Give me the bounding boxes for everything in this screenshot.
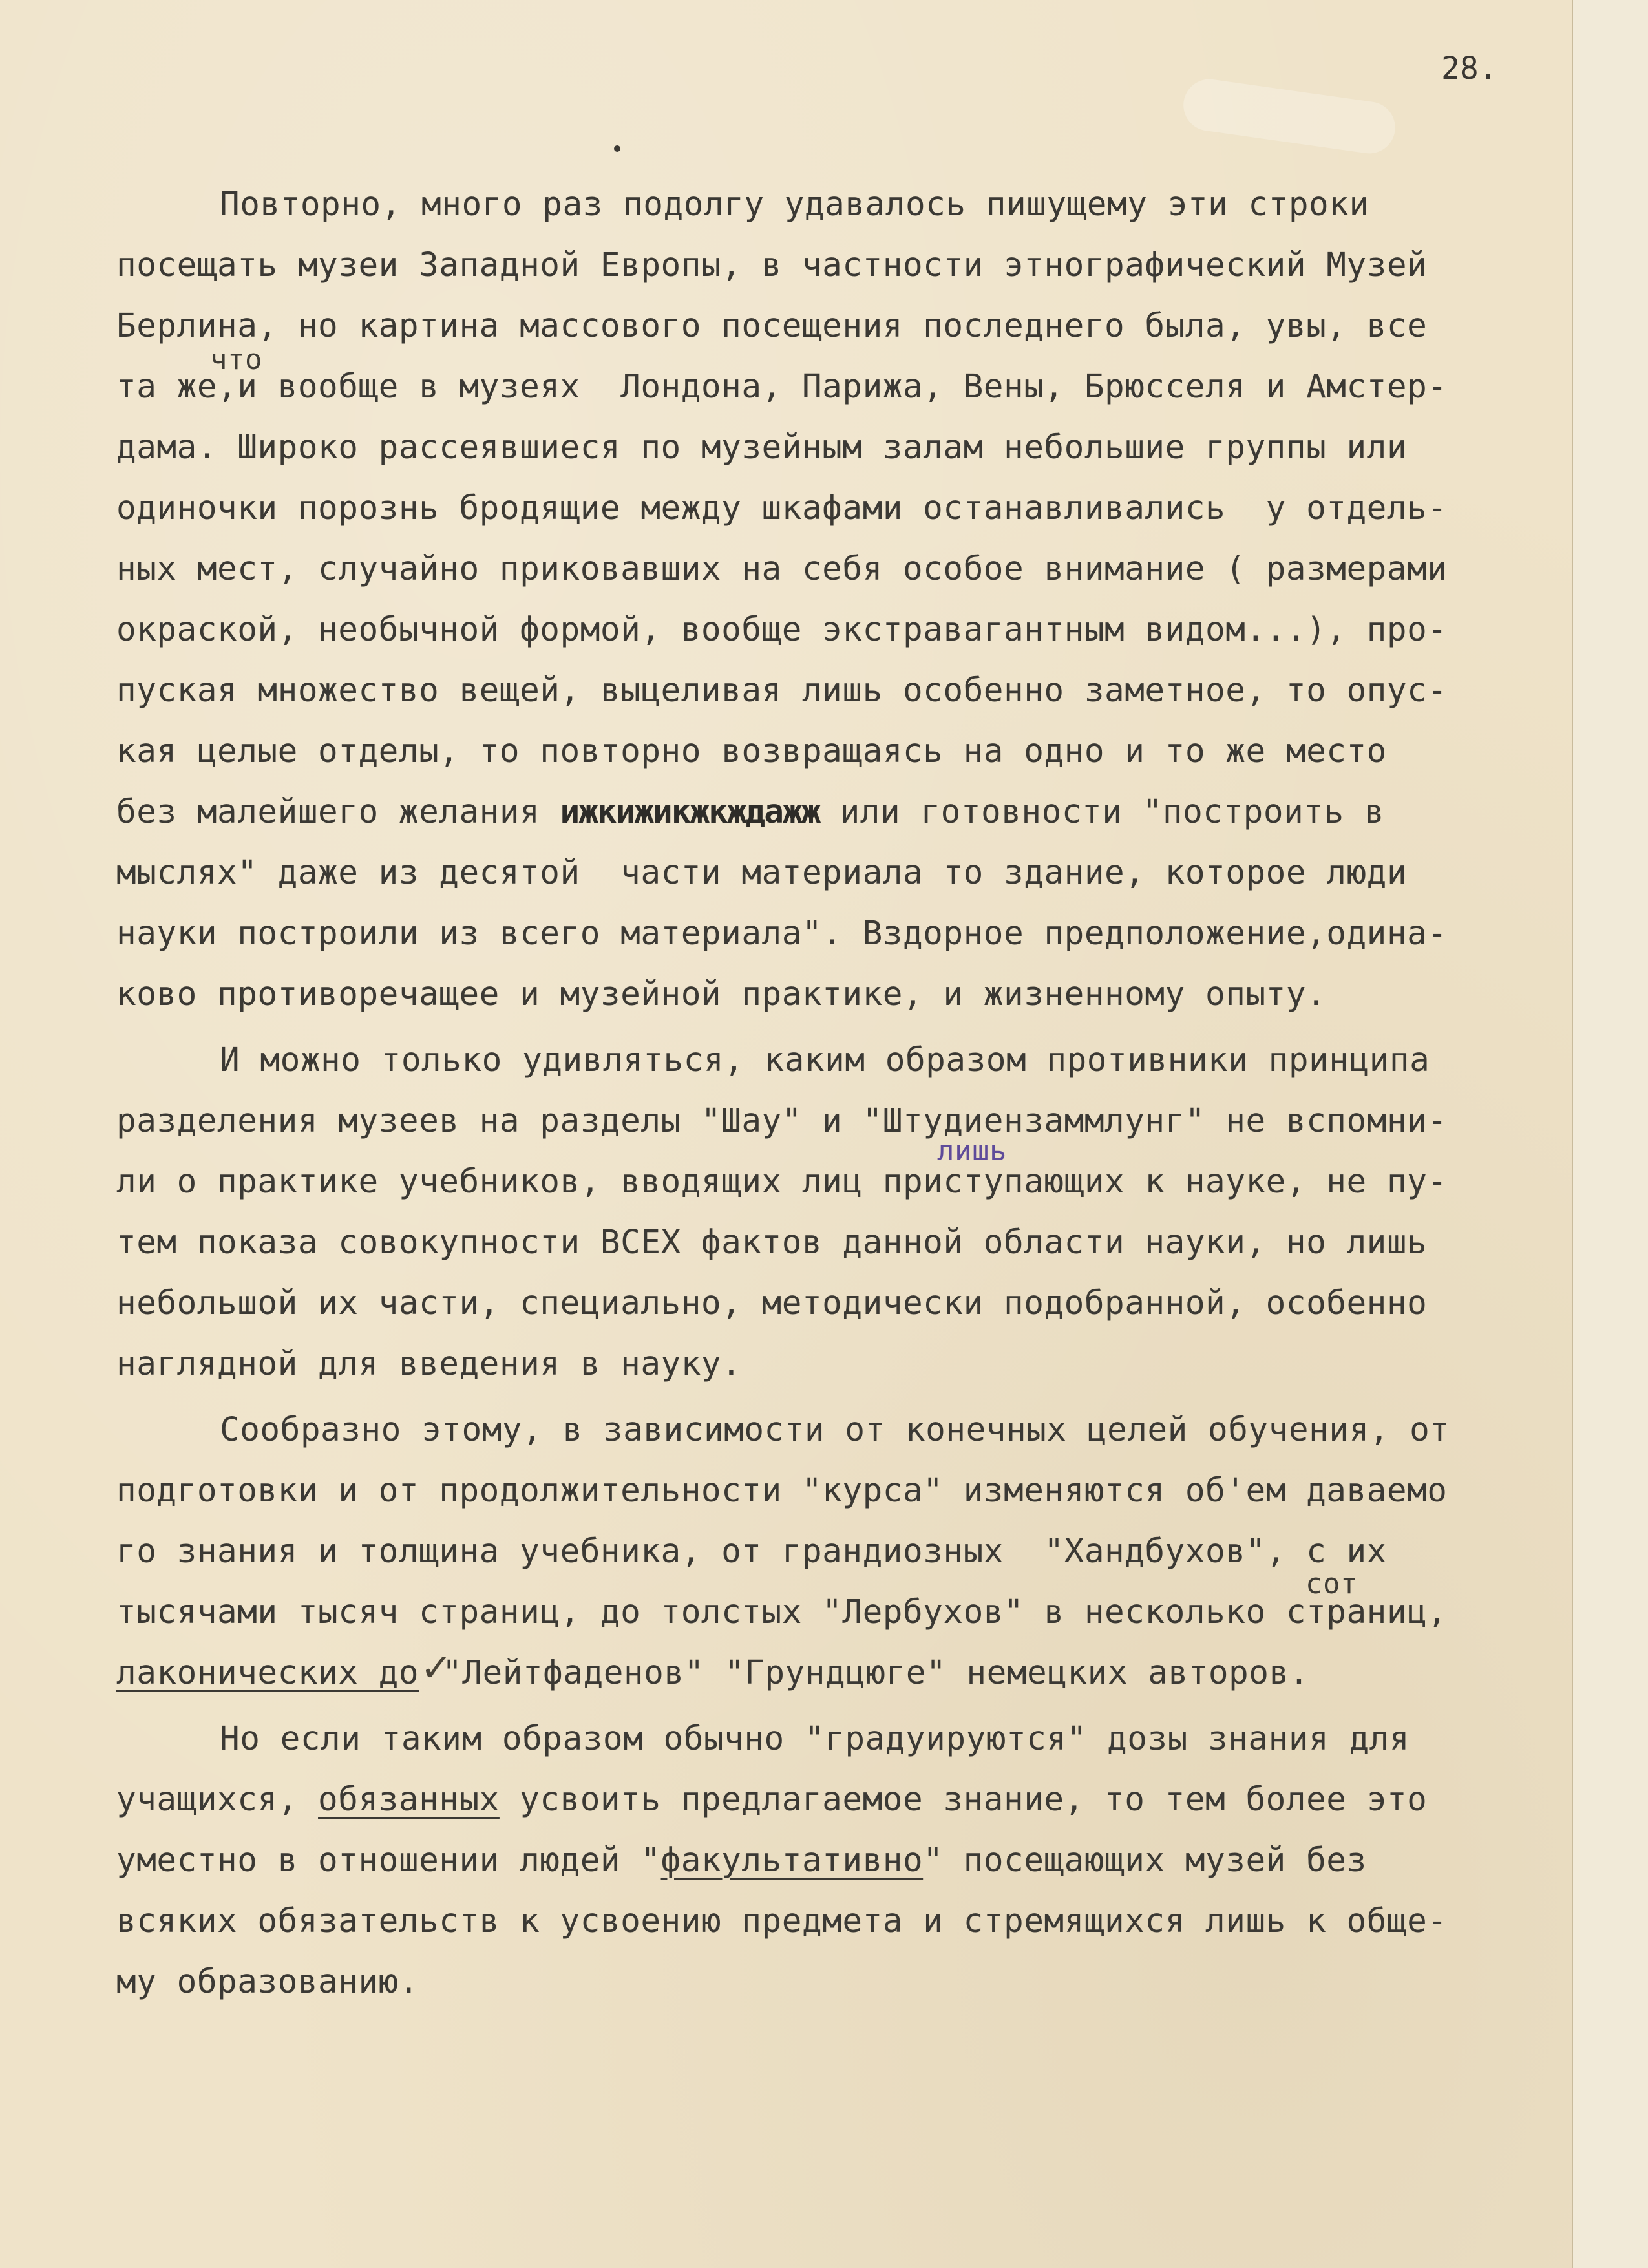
underlined-text: факультативно bbox=[660, 1841, 924, 1880]
text-line: го знания и толщина учебника, от грандиозных "Хандбухов", с их bbox=[116, 1532, 1387, 1571]
text-line: окраской, необычной формой, вообще экстравагантным видом...), про- bbox=[116, 611, 1448, 649]
text-line: дама. Широко рассеявшиеся по музейным залам небольшие группы или bbox=[116, 429, 1408, 467]
text-line: ных мест, случайно приковавших на себя особое внимание ( размерами bbox=[116, 550, 1448, 588]
faded-stamp bbox=[1180, 76, 1399, 156]
underlined-text: лаконических до bbox=[116, 1654, 419, 1692]
text-segment: та же,и вообще в музеях Лондона, Парижа, Вены, Брюсселя и Амстер- bbox=[116, 368, 1448, 406]
ink-dot bbox=[614, 145, 620, 152]
text-line: науки построили из всего материала". Вздорное предположение,одина- bbox=[116, 915, 1448, 953]
handwritten-insertion-sot: сот bbox=[1305, 1567, 1358, 1600]
page-edge bbox=[1572, 0, 1648, 2268]
text-line: И можно только удивляться, каким образом противники принципа bbox=[220, 1041, 1430, 1079]
text-line: разделения музеев на разделы "Шау" и "Штудиензаммлунг" не вспомни- bbox=[116, 1102, 1448, 1140]
text-line: Повторно, много раз подолгу удавалось пишущему эти строки bbox=[220, 185, 1369, 224]
text-line: Сообразно этому, в зависимости от конечных целей обучения, от bbox=[220, 1411, 1450, 1449]
text-line bbox=[116, 1770, 1564, 1830]
text-segment: учащихся, bbox=[116, 1781, 319, 1819]
text-line: одиночки порознь бродящие между шкафами останавливались у отдель- bbox=[116, 489, 1448, 527]
text-segment: уместно в отношении людей " bbox=[116, 1841, 661, 1880]
typewritten-body bbox=[116, 175, 1564, 2013]
handwritten-insertion-lish: лишь bbox=[937, 1134, 1007, 1167]
text-line: кая целые отделы, то повторно возвращаясь на одно и то же место bbox=[116, 732, 1387, 770]
text-segment: "Лейтфаденов" "Грундцюге" немецких авторов. bbox=[442, 1654, 1309, 1692]
text-line: наглядной для введения в науку. bbox=[116, 1345, 742, 1383]
text-line: Но если таким образом обычно "градуируются" дозы знания для bbox=[220, 1720, 1410, 1758]
underlined-text: обязанных bbox=[318, 1781, 500, 1819]
struck-out-word: ижкижикжкждажж bbox=[560, 793, 820, 831]
text-line: му образованию. bbox=[116, 1963, 419, 2001]
text-line bbox=[116, 1567, 1564, 1643]
text-line: ково противоречащее и музейной практике, и жизненному опыту. bbox=[116, 975, 1327, 1013]
text-line: Берлина, но картина массового посещения последнего была, увы, все bbox=[116, 307, 1428, 345]
text-line: всяких обязательств к усвоению предмета и стремящихся лишь к обще- bbox=[116, 1902, 1448, 1940]
page-number: 28. bbox=[1441, 50, 1497, 87]
text-segment: усвоить предлагаемое знание, то тем более это bbox=[499, 1781, 1428, 1819]
text-line bbox=[116, 782, 1564, 843]
text-line: небольшой их части, специально, методически подобранной, особенно bbox=[116, 1284, 1428, 1322]
text-segment: без малейшего желания bbox=[116, 793, 560, 831]
text-segment: ли о практике учебников, вводящих лиц приступающих к науке, не пу- bbox=[116, 1163, 1448, 1201]
text-line: мыслях" даже из десятой части материала то здание, которое люди bbox=[116, 854, 1408, 892]
text-segment: или готовности "построить в bbox=[819, 793, 1385, 831]
text-segment: " посещающих музей без bbox=[923, 1841, 1367, 1880]
text-line bbox=[116, 1830, 1564, 1891]
text-line: подготовки и от продолжительности "курса" изменяются об'ем даваемо bbox=[116, 1472, 1448, 1510]
checkmark-icon: ✓ bbox=[420, 1646, 453, 1691]
text-line bbox=[116, 1643, 1564, 1704]
text-line bbox=[116, 1134, 1564, 1213]
text-line: тем показа совокупности ВСЕХ фактов данной области науки, но лишь bbox=[116, 1224, 1428, 1262]
text-line: пуская множество вещей, выцеливая лишь особенно заметное, то опус- bbox=[116, 672, 1448, 710]
text-line: посещать музеи Западной Европы, в частности этнографический Музей bbox=[116, 246, 1428, 284]
text-line bbox=[116, 343, 1564, 418]
text-segment: тысячами тысяч страниц, до толстых "Лербухов" в несколько страниц, bbox=[116, 1593, 1448, 1631]
handwritten-insertion-chto: что bbox=[210, 343, 262, 376]
